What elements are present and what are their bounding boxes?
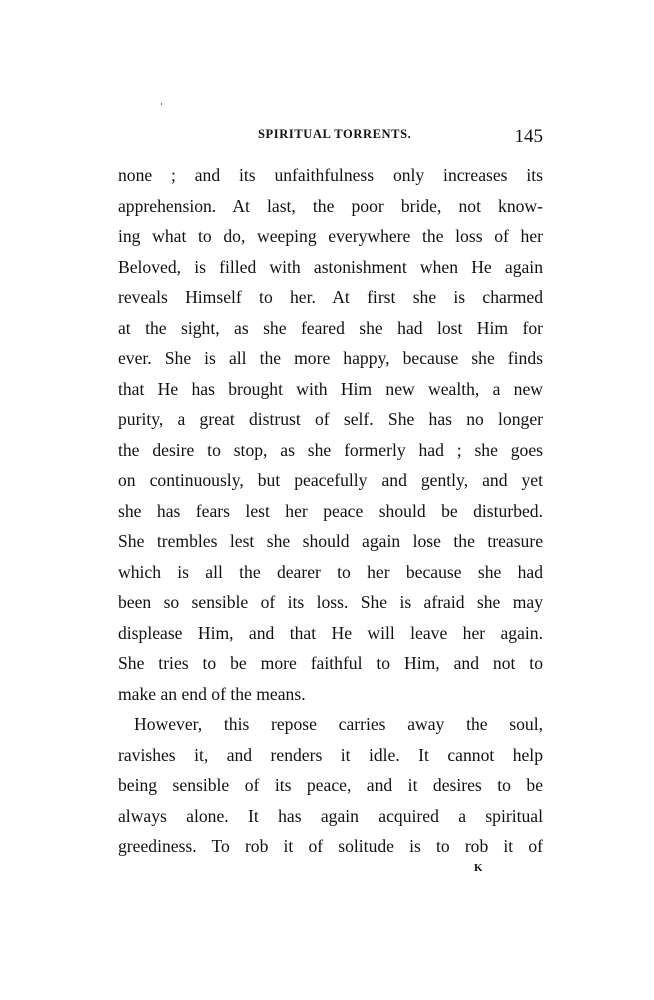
text-line: reveals Himself to her. At first she is charmed [118,287,543,307]
text-line: Beloved, is filled with astonishment when He again [118,256,543,277]
text-line: been so sensible of its loss. She is afraid she may [118,592,543,612]
text-line: that He has brought with Him new wealth, a new [118,378,543,399]
running-title: SPIRITUAL TORRENTS. [258,127,412,141]
text-line: she has fears lest her peace should be disturbed. [118,500,543,521]
text-line: apprehension. At last, the poor bride, not know- [118,195,543,216]
text-line: ravishes it, and renders it idle. It cannot help [118,744,543,765]
scan-speck [161,103,162,105]
text-line: the desire to stop, as she formerly had ; she goes [118,439,543,460]
text-line: displease Him, and that He will leave her again. [118,622,543,643]
text-line: always alone. It has again acquired a spiritual [118,805,543,826]
signature-mark: K [474,862,483,874]
text-line: ever. She is all the more happy, because she finds [118,348,543,368]
text-line: purity, a great distrust of self. She has no longer [118,409,543,429]
text-line: ing what to do, weeping everywhere the loss of her [118,226,543,246]
paragraph-2 [118,709,543,862]
page-header [118,127,543,151]
text-line: greediness. To rob it of solitude is to rob it of [118,836,543,856]
text-line: make an end of the means. [118,683,306,704]
page-body [118,160,543,862]
text-line: on continuously, but peacefully and gently, and yet [118,470,543,490]
text-line: none ; and its unfaithfulness only increases its [118,165,543,185]
text-line: She trembles lest she should again lose the treasure [118,531,543,551]
text-line: which is all the dearer to her because she had [118,561,543,582]
paragraph-1 [118,160,543,709]
text-line: However, this repose carries away the soul, [134,714,543,734]
page-number: 145 [514,126,543,147]
text-line: She tries to be more faithful to Him, and not to [118,653,543,673]
text-line: at the sight, as she feared she had lost Him for [118,317,543,338]
text-line: being sensible of its peace, and it desires to be [118,775,543,795]
